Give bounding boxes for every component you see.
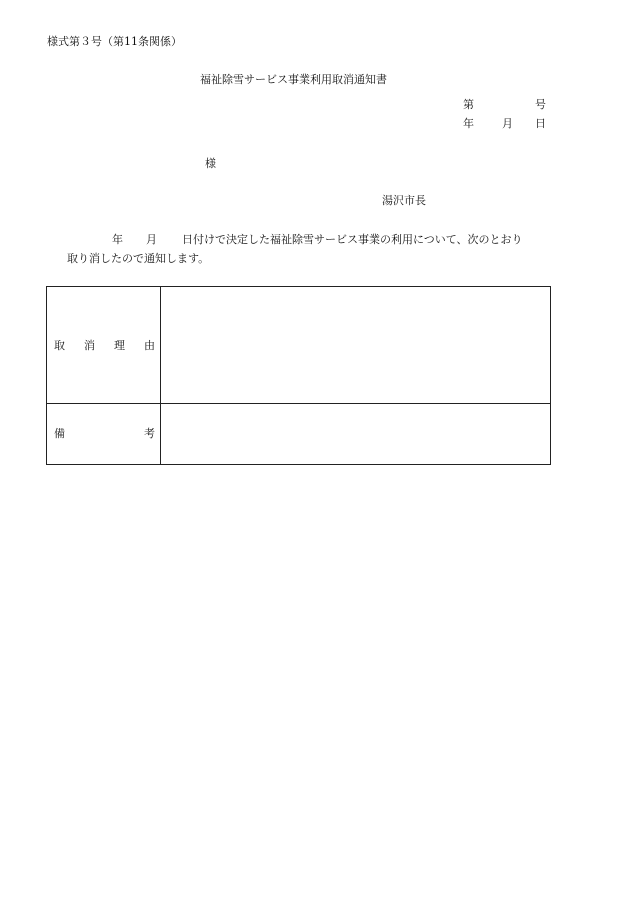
reason-label-char: 由 [144,339,155,352]
remarks-label-char: 備 [54,427,65,440]
form-number-label: 様式第３号（第11条関係） [47,35,182,48]
reason-field[interactable] [161,287,550,403]
body-month-label: 月 [146,233,157,246]
issuer-name: 湯沢市長 [382,194,426,207]
doc-number-suffix: 号 [535,98,546,111]
document-title: 福祉除雪サービス事業利用取消通知書 [200,73,387,86]
remarks-label [54,427,155,441]
reason-label-char: 理 [114,339,125,352]
body-year-label: 年 [112,233,123,246]
date-year-label: 年 [463,117,474,130]
cancellation-table [46,286,551,465]
remarks-label-char: 考 [144,427,155,440]
remarks-field[interactable] [161,404,550,464]
body-text-line-2: 取り消したので通知します。 [67,252,210,265]
reason-label [54,339,155,353]
reason-label-char: 消 [84,339,95,352]
recipient-honorific: 様 [205,157,216,170]
date-day-label: 日 [535,117,546,130]
reason-label-char: 取 [54,339,65,352]
date-month-label: 月 [502,117,513,130]
doc-number-prefix: 第 [463,98,474,111]
body-text-rest: 日付けで決定した福祉除雪サービス事業の利用について、次のとおり [182,233,523,246]
